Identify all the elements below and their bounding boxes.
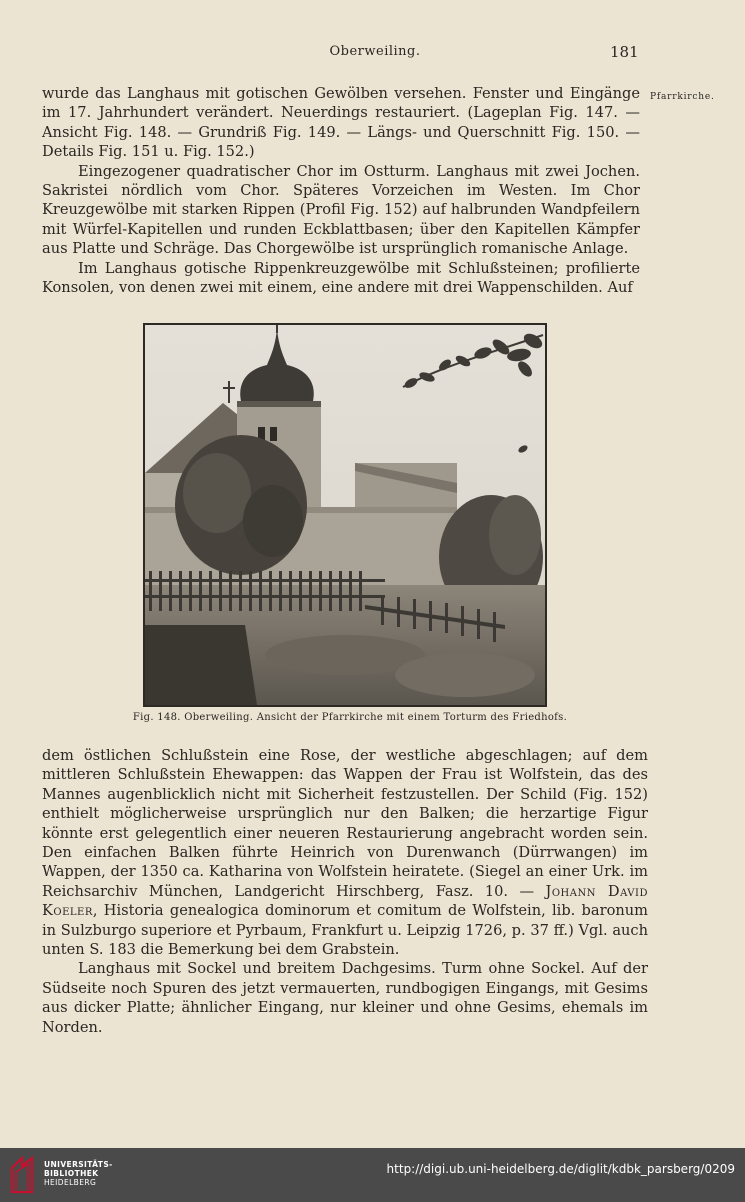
paragraph-5: Langhaus mit Sockel und breitem Dachgesims. Turm ohne Sockel. Auf der Südseite noch Spuren des jetzt vermauerten, rundbogigen Eingangs, mit Gesims aus dicker Platte; ähnlicher Eingang, nur kleiner und ohne Gesims, ehemals im Norden.: [42, 960, 648, 1036]
library-logo-icon: [8, 1156, 38, 1194]
author-name: Johann David Koeler: [42, 882, 648, 920]
margin-note: Pfarrkirche.: [650, 92, 715, 102]
library-name-line-3: HEIDELBERG: [44, 1178, 97, 1187]
paragraph-4-part-2: , Historia genealogica dominorum et comitum de Wolfstein, lib. baronum in Sulzburgo superiore et Pyrbaum, Frankfurt u. Leipzig 1726, p. 37 ff.) Vgl. auch unten S. 183 die Bemerkung bei dem Grabstein.: [42, 902, 648, 959]
library-footer: [0, 1148, 745, 1202]
text-block-top: [42, 84, 640, 297]
paragraph-3: Im Langhaus gotische Rippenkreuzgewölbe mit Schlußsteinen; profilierte Konsolen, von denen zwei mit einem, eine andere mit drei Wappenschilden. Auf: [42, 259, 640, 297]
page-number: 181: [610, 43, 639, 61]
paragraph-2: Eingezogener quadratischer Chor im Ostturm. Langhaus mit zwei Jochen. Sakristei nördlich vom Chor. Späteres Vorzeichen im Westen. Im Chor Kreuzgewölbe mit starken Rippen (Profil Fig. 152) auf halbrunden Wandpfeilern mit Würfel-Kapitellen und runden Eckblattbasen; über den Kapitellen Kämpfer aus Platte und Schräge. Das Chorgewölbe ist ursprünglich romanische Anlage.: [42, 162, 640, 258]
paragraph-4: [42, 746, 648, 959]
paragraph-1: wurde das Langhaus mit gotischen Gewölben versehen. Fenster und Eingänge im 17. Jahrhundert verändert. Neuerdings restauriert. (Lageplan Fig. 147. — Ansicht Fig. 148. — Grundriß Fig. 149. — Längs- und Querschnitt Fig. 150. — Details Fig. 151 u. Fig. 152.): [42, 85, 640, 161]
church-photograph: [143, 323, 547, 707]
paragraph-4-part-1: dem östlichen Schlußstein eine Rose, der westliche abgeschlagen; auf dem mittleren Schlußstein Ehewappen: das Wappen der Frau ist Wolfstein, das des Mannes augenblicklich nicht mit Sicherheit festzustellen. Der Schild (Fig. 152) enthielt möglicherweise ursprünglich nur den Balken; die herzartige Figur könnte erst gelegentlich einer neueren Restaurierung angebracht worden sein. Den einfachen Balken führte Heinrich von Durenwanch (Dürrwangen) im Wappen, der 1350 ca. Katharina von Wolfstein heiratete. (Siegel an einer Urk. im Reichsarchiv München, Landgericht Hirschberg, Fasz. 10. —: [42, 747, 648, 900]
library-name-line-1: UNIVERSITÄTS-: [44, 1160, 113, 1169]
library-name: [44, 1160, 113, 1187]
text-block-bottom: [42, 746, 648, 1037]
running-title: Oberweiling.: [329, 44, 421, 59]
running-head: [0, 44, 745, 64]
source-url-link[interactable]: http://digi.ub.uni-heidelberg.de/diglit/kdbk_parsberg/0209: [386, 1162, 735, 1176]
figure-caption: Fig. 148. Oberweiling. Ansicht der Pfarrkirche mit einem Torturm des Friedhofs.: [132, 712, 568, 723]
library-name-line-2: BIBLIOTHEK: [44, 1169, 99, 1178]
